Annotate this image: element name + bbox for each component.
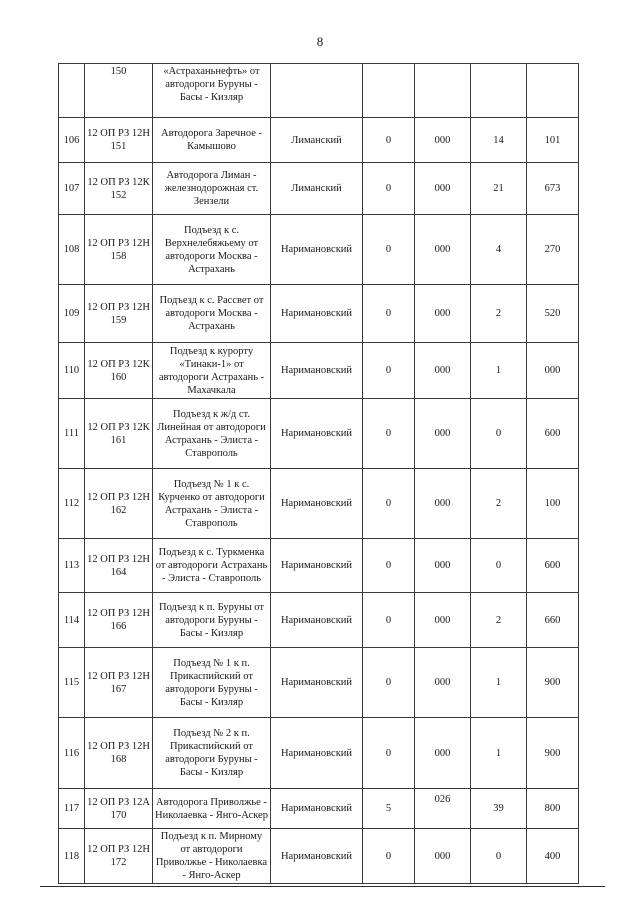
table-row (59, 539, 579, 593)
cell-a: 0 (363, 593, 415, 648)
cell-id: 12 ОП РЗ 12Н 151 (85, 118, 153, 163)
bottom-rule (40, 886, 605, 887)
cell-d: 400 (527, 829, 579, 884)
cell-b: 000 (415, 593, 471, 648)
table-row (59, 285, 579, 343)
cell-d: 000 (527, 343, 579, 399)
cell-num: 107 (59, 163, 85, 215)
cell-name: Подъезд к с. Рассвет от автодороги Москва - Астрахань (153, 285, 271, 343)
cell-c: 1 (471, 648, 527, 718)
cell-d: 100 (527, 469, 579, 539)
cell-id: 12 ОП РЗ 12Н 172 (85, 829, 153, 884)
cell-id: 12 ОП РЗ 12Н 168 (85, 718, 153, 789)
cell-b: 000 (415, 343, 471, 399)
table-row (59, 215, 579, 285)
cell-c: 2 (471, 593, 527, 648)
page-number: 8 (316, 34, 324, 49)
cell-d: 673 (527, 163, 579, 215)
cell-c: 4 (471, 215, 527, 285)
cell-district: Наримановский (271, 648, 363, 718)
cell-c: 2 (471, 469, 527, 539)
cell-id: 150 (85, 64, 153, 118)
cell-id: 12 ОП РЗ 12К 161 (85, 399, 153, 469)
table-row (59, 118, 579, 163)
cell-c: 0 (471, 829, 527, 884)
cell-b: 000 (415, 718, 471, 789)
cell-district (271, 64, 363, 118)
cell-district: Наримановский (271, 593, 363, 648)
cell-c: 0 (471, 539, 527, 593)
cell-name: Автодорога Лиман - железнодорожная ст. Зензели (153, 163, 271, 215)
cell-district: Наримановский (271, 399, 363, 469)
cell-id: 12 ОП РЗ 12Н 162 (85, 469, 153, 539)
cell-name: Подъезд к курорту «Тинаки-1» от автодороги Астрахань - Махачкала (153, 343, 271, 399)
cell-name: Подъезд к с. Туркменка от автодороги Астрахань - Элиста - Ставрополь (153, 539, 271, 593)
table-row (59, 829, 579, 884)
cell-b: 026 (415, 780, 471, 820)
cell-b: 000 (415, 829, 471, 884)
cell-id: 12 ОП РЗ 12Н 167 (85, 648, 153, 718)
cell-num: 116 (59, 718, 85, 789)
cell-c: 14 (471, 118, 527, 163)
cell-num: 110 (59, 343, 85, 399)
table-row (59, 593, 579, 648)
cell-c: 21 (471, 163, 527, 215)
cell-id: 12 ОП РЗ 12К 160 (85, 343, 153, 399)
cell-d: 800 (527, 789, 579, 829)
cell-a: 0 (363, 539, 415, 593)
cell-num: 108 (59, 215, 85, 285)
cell-b: 000 (415, 648, 471, 718)
cell-a: 0 (363, 343, 415, 399)
cell-name: Подъезд к ж/д ст. Линейная от автодороги Астрахань - Элиста - Ставрополь (153, 399, 271, 469)
cell-name: Подъезд к п. Мирному от автодороги Приволжье - Николаевка - Янго-Аскер (153, 829, 271, 884)
cell-id: 12 ОП РЗ 12Н 166 (85, 593, 153, 648)
cell-district: Наримановский (271, 789, 363, 829)
cell-district: Наримановский (271, 469, 363, 539)
cell-district: Лиманский (271, 163, 363, 215)
cell-num: 115 (59, 648, 85, 718)
cell-num (59, 64, 85, 118)
cell-c: 2 (471, 285, 527, 343)
cell-name: Подъезд № 1 к с. Курченко от автодороги Астрахань - Элиста - Ставрополь (153, 469, 271, 539)
cell-name: «Астраханьнефть» от автодороги Буруны - Басы - Кизляр (153, 64, 271, 118)
cell-a: 0 (363, 285, 415, 343)
cell-d: 520 (527, 285, 579, 343)
cell-d: 600 (527, 399, 579, 469)
cell-a: 5 (363, 789, 415, 829)
cell-b: 000 (415, 469, 471, 539)
cell-district: Наримановский (271, 215, 363, 285)
cell-b: 000 (415, 285, 471, 343)
cell-d: 270 (527, 215, 579, 285)
table-row (59, 469, 579, 539)
table-row (59, 343, 579, 399)
cell-c: 0 (471, 399, 527, 469)
cell-a: 0 (363, 118, 415, 163)
cell-district: Наримановский (271, 829, 363, 884)
cell-a: 0 (363, 648, 415, 718)
cell-id: 12 ОП РЗ 12К 152 (85, 163, 153, 215)
cell-district: Наримановский (271, 539, 363, 593)
cell-b: 000 (415, 118, 471, 163)
cell-b (415, 64, 471, 118)
table-row (59, 163, 579, 215)
cell-c: 1 (471, 718, 527, 789)
cell-num: 118 (59, 829, 85, 884)
cell-d: 101 (527, 118, 579, 163)
cell-id: 12 ОП РЗ 12Н 159 (85, 285, 153, 343)
cell-b: 000 (415, 163, 471, 215)
cell-a: 0 (363, 163, 415, 215)
cell-num: 114 (59, 593, 85, 648)
cell-d: 900 (527, 648, 579, 718)
cell-d (527, 64, 579, 118)
cell-num: 117 (59, 789, 85, 829)
cell-a: 0 (363, 399, 415, 469)
cell-name: Подъезд к с. Верхнелебяжьему от автодороги Москва - Астрахань (153, 215, 271, 285)
cell-name: Автодорога Заречное - Камышово (153, 118, 271, 163)
cell-name: Подъезд № 1 к п. Прикаспийский от автодороги Буруны - Басы - Кизляр (153, 648, 271, 718)
cell-d: 660 (527, 593, 579, 648)
cell-b: 000 (415, 215, 471, 285)
table-row (59, 789, 579, 829)
cell-a: 0 (363, 215, 415, 285)
table-row (59, 648, 579, 718)
cell-district: Наримановский (271, 343, 363, 399)
cell-district: Лиманский (271, 118, 363, 163)
cell-b: 000 (415, 399, 471, 469)
cell-num: 109 (59, 285, 85, 343)
cell-a: 0 (363, 718, 415, 789)
cell-district: Наримановский (271, 285, 363, 343)
cell-num: 113 (59, 539, 85, 593)
cell-d: 900 (527, 718, 579, 789)
cell-a: 0 (363, 469, 415, 539)
cell-c: 39 (471, 789, 527, 829)
table-row (59, 399, 579, 469)
cell-a (363, 64, 415, 118)
cell-name: Автодорога Приволжье - Николаевка - Янго-Аскер (153, 789, 271, 829)
cell-d: 600 (527, 539, 579, 593)
cell-c (471, 64, 527, 118)
cell-name: Подъезд № 2 к п. Прикаспийский от автодороги Буруны - Басы - Кизляр (153, 718, 271, 789)
cell-num: 112 (59, 469, 85, 539)
cell-b: 000 (415, 539, 471, 593)
cell-num: 106 (59, 118, 85, 163)
table-row (59, 718, 579, 789)
cell-num: 111 (59, 399, 85, 469)
cell-id: 12 ОП РЗ 12Н 164 (85, 539, 153, 593)
table-row (59, 64, 579, 118)
cell-district: Наримановский (271, 718, 363, 789)
road-registry-table (58, 63, 579, 884)
cell-a: 0 (363, 829, 415, 884)
cell-id: 12 ОП РЗ 12Н 158 (85, 215, 153, 285)
cell-id: 12 ОП РЗ 12А 170 (85, 789, 153, 829)
cell-c: 1 (471, 343, 527, 399)
cell-name: Подъезд к п. Буруны от автодороги Буруны - Басы - Кизляр (153, 593, 271, 648)
